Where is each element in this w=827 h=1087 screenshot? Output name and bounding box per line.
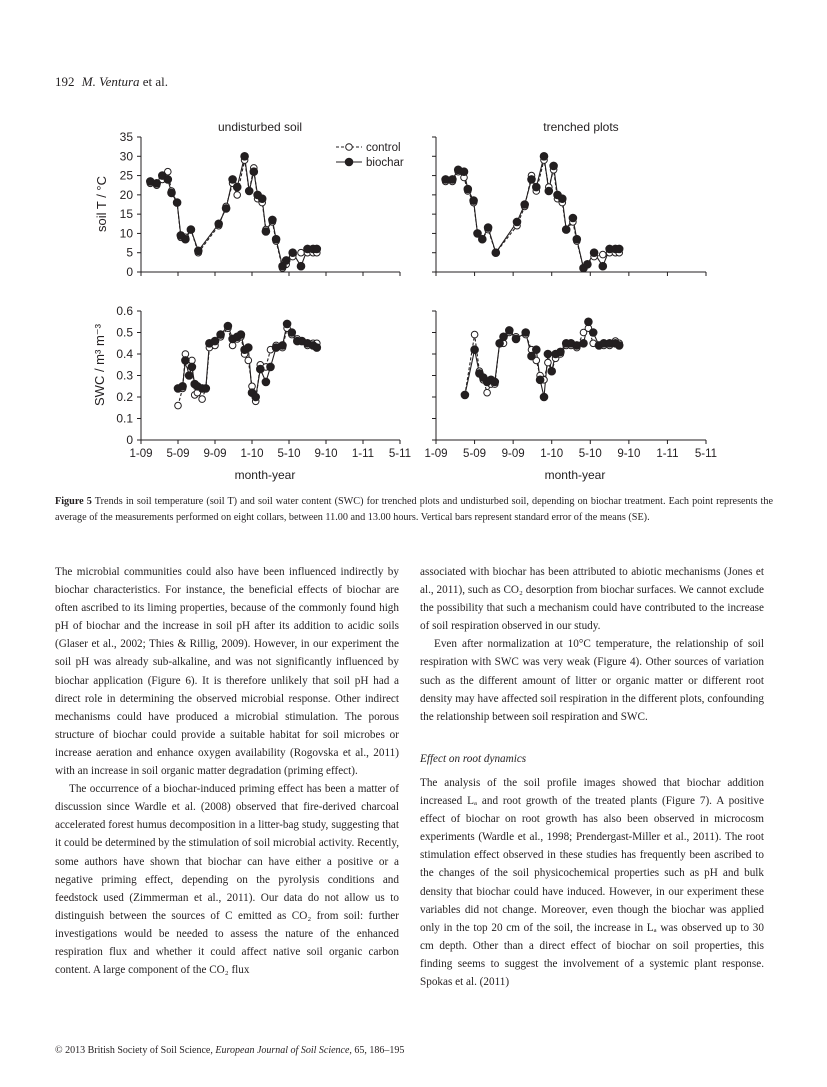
right-paragraph-3: The analysis of the soil profile images showed that biochar addition increased Lₐ and root growth of the treated plants (Figure 7). A positive effect of biochar on root growth has also been observed in microcosm experiments (Wardle et al., 1998; Prendergast-Miller et al., 2011). The root stimulation effect observed in these studies has frequently been ascribed to the changes of the soil physicochemical properties such as pH and bulk density that biochar could have induced. However, in our experiment these variables did not change. Moreover, even though the biochar was applied only in the top 20 cm of the soil, the increase in Lₐ was observed up to 30 cm depth. Other than a direct effect of biochar on soil properties, this finding seems to suggest the involvement of a systemic plant response. Spokas et al. (2011)	[420, 776, 764, 988]
panel-2-biochar-point	[470, 197, 478, 205]
panel-1-biochar-point	[313, 245, 321, 253]
panel-1-biochar-point	[258, 195, 266, 203]
panel-3-biochar-point	[202, 385, 210, 393]
panel-1-biochar-point	[245, 187, 253, 195]
panel-4-xtick-label: 1-11	[656, 448, 679, 460]
panel-3-biochar-point	[179, 383, 187, 391]
panel-1-ytick-label: 35	[119, 130, 133, 144]
panel-2-biochar-point	[599, 262, 607, 270]
footer-copyright: © 2013 British Society of Soil Science,	[55, 1045, 216, 1056]
ylabel-swc: SWC / m³ m⁻³	[92, 324, 107, 406]
panel-title-trenched: trenched plots	[543, 120, 619, 134]
panel-4-biochar-point	[461, 391, 469, 399]
panel-2-biochar-point	[590, 249, 598, 257]
panel-3-ytick-label: 0.6	[116, 304, 133, 318]
panel-1-ytick-label: 15	[119, 207, 133, 222]
panel-3-biochar-point	[262, 378, 270, 386]
figure-caption	[55, 494, 773, 525]
panel-2-biochar-point	[562, 226, 570, 234]
panel-1-biochar-point	[282, 257, 290, 265]
panel-2-biochar-point	[533, 183, 541, 191]
panel-3-xtick-label: 1-09	[129, 448, 153, 460]
page-number: 192	[55, 74, 75, 89]
panel-4-xtick-label: 9-09	[501, 448, 525, 460]
panel-3-biochar-point	[188, 363, 196, 371]
panel-3-biochar-point	[288, 329, 296, 337]
xlabel-right: month-year	[544, 468, 606, 482]
panel-4-biochar-point	[540, 393, 548, 401]
panel-1-biochar-point	[187, 226, 195, 234]
panel-4-biochar-point	[544, 350, 552, 358]
footer-volume: , 65, 186–195	[349, 1045, 405, 1056]
panel-4-biochar-point	[512, 335, 520, 343]
panel-3-ytick-label: 0.2	[116, 390, 133, 404]
panel-3-biochar-point	[211, 337, 219, 345]
legend-control-marker	[346, 144, 353, 151]
panel-2-biochar-point	[513, 218, 521, 226]
header-etal: et al.	[139, 74, 169, 89]
panel-3-biochar-point	[217, 331, 225, 339]
panel-4-biochar-point	[580, 340, 588, 348]
panel-4-control-point	[471, 331, 478, 338]
panel-1-biochar-point	[182, 235, 190, 243]
panel-1-biochar-point	[229, 176, 237, 184]
panel-4-biochar-point	[506, 327, 514, 335]
page-footer	[55, 1045, 404, 1056]
figure-5-charts	[116, 130, 717, 460]
panel-1-ytick-label: 30	[119, 149, 133, 164]
left-paragraph-1: The microbial communities could also have been influenced indirectly by biochar characteristics. For instance, the beneficial effects of biochar are often ascribed to its liming properties, because of the commonly found high pH of biochar and the increase in soil pH after its addition to acidic soils (Glaser et al., 2002; Thies & Rillig, 2009). However, in our experiment the soil pH was already sub-alkaline, and was not significantly influenced by biochar application (Figure 6). It is therefore unlikely that soil pH had a direct role in determining the observed microbial response. Other indirect mechanisms could have produced a microbial stimulation. The porous structure of biochar could provide a suitable habitat for soil microbes or increase aeration and enhance oxygen availability (Rogovska et al., 2011) with an increase in soil organic matter degradation (priming effect).	[55, 566, 399, 778]
panel-3-biochar-point	[267, 363, 275, 371]
panel-1-biochar-point	[269, 216, 277, 224]
caption-label: Figure 5	[55, 496, 92, 507]
panel-3-biochar-point	[279, 342, 287, 350]
panel-3-biochar-point	[185, 372, 193, 380]
panel-4-biochar-point	[589, 329, 597, 337]
panel-4-biochar-point	[528, 352, 536, 360]
panel-1-ytick-label: 5	[126, 245, 133, 260]
panel-2-biochar-point	[460, 168, 468, 176]
right-paragraph-1: associated with biochar has been attributed to abiotic mechanisms (Jones et al., 2011), such as CO₂ desorption from biochar surfaces. We cannot exclude the possibility that such a mechanism could have contributed to the increase of soil respiration observed in our study.	[420, 566, 764, 633]
panel-1-ytick-label: 25	[119, 168, 133, 183]
panel-3-control-point	[175, 402, 182, 409]
panel-2-biochar-point	[521, 201, 529, 209]
left-paragraph-2: The occurrence of a biochar-induced priming effect has been a matter of discussion since Wardle et al. (2008) observed that fire-derived charcoal accelerated forest humus decomposition in a litter-bag study, suggesting that it could be determined by the stimulation of soil microbial activity. Recently, some authors have shown that biochar can have either a positive or a negative priming effect, depending on the pyrolysis conditions and feedstock used (Zimmerman et al., 2011). Our data do not allow us to distinguish between the sources of C emitted as CO₂ from soil: further investigations would be needed to assess the nature of the enhanced respiration flux and whether it could affect native soil organic carbon content. A large component of the CO₂ flux	[55, 783, 399, 977]
xlabel-left: month-year	[234, 468, 296, 482]
panel-2-biochar-point	[550, 162, 558, 170]
panel-2-biochar-point	[464, 185, 472, 193]
panel-1-ytick-label: 0	[126, 265, 133, 279]
panel-4-control-point	[545, 359, 552, 366]
panel-title-undisturbed: undisturbed soil	[217, 120, 303, 134]
panel-2-biochar-point	[479, 235, 487, 243]
panel-1-biochar-point	[215, 220, 223, 228]
panel-3-xtick-label: 1-11	[351, 448, 375, 460]
panel-4-biochar-point	[548, 367, 556, 375]
panel-2-biochar-point	[573, 235, 581, 243]
panel-2-biochar-point	[559, 195, 567, 203]
legend	[336, 142, 404, 169]
panel-3-biochar-point	[224, 322, 232, 330]
panel-4-biochar-point	[491, 378, 499, 386]
panel-3-biochar-point	[313, 344, 321, 352]
panel-2-biochar-point	[540, 153, 548, 161]
panel-1-biochar-point	[272, 235, 280, 243]
panel-2-biochar-point	[484, 224, 492, 232]
panel-1-ytick-label: 10	[119, 226, 133, 241]
panel-4-control-point	[484, 389, 491, 396]
panel-1-biochar-point	[241, 153, 249, 161]
figure-5	[0, 0, 827, 490]
ylabel-soil-t: soil T / °C	[94, 175, 109, 233]
panel-1-ytick-label: 20	[119, 187, 133, 202]
panel-4-xtick-label: 5-10	[578, 448, 602, 460]
panel-3-xtick-label: 9-10	[314, 448, 338, 460]
panel-3-ytick-label: 0.5	[116, 325, 133, 340]
panel-3-biochar-point	[245, 344, 253, 352]
panel-4-biochar-point	[536, 376, 544, 384]
panel-3-biochar-point	[257, 365, 265, 373]
legend-biochar-label: biochar	[366, 157, 404, 169]
right-paragraph-2: Even after normalization at 10°C temperature, the relationship of soil respiration with SWC was very weak (Figure 4). Other sources of variation such as the different amount of litter or organic matter or different root density may have affected soil respiration in the different plots, confounding the relationship between soil respiration and SWC.	[420, 638, 764, 723]
panel-4-biochar-point	[585, 318, 593, 326]
section-heading: Effect on root dynamics	[420, 752, 527, 765]
panel-3-xtick-label: 9-09	[203, 448, 227, 460]
panel-3-biochar-point	[283, 320, 291, 328]
panel-1-biochar-point	[262, 228, 270, 236]
panel-3-biochar-point	[252, 393, 260, 401]
panel-4-xtick-label: 1-10	[540, 448, 564, 460]
panel-2-control-point	[600, 251, 607, 258]
panel-2-biochar-point	[545, 187, 553, 195]
panel-4-biochar-point	[522, 329, 530, 337]
panel-3-xtick-label: 5-10	[277, 448, 301, 460]
panel-4-biochar-point	[471, 346, 479, 354]
panel-3-biochar-point	[182, 357, 190, 365]
panel-3-biochar-point	[237, 331, 245, 339]
panel-4-xtick-label: 5-09	[463, 448, 487, 460]
panel-2-biochar-point	[569, 214, 577, 222]
panel-3-xtick-label: 5-11	[388, 448, 412, 460]
right-column	[420, 563, 764, 991]
caption-text: Trends in soil temperature (soil T) and soil water content (SWC) for trenched plots and undisturbed soil, depending on biochar treatment. Each point represents the average of the measurements performed on eight collars, between 11.00 and 13.00 hours. Vertical bars represent standard error of the means (SE).	[55, 496, 773, 523]
panel-1-control-point	[298, 249, 305, 256]
panel-2-biochar-point	[449, 176, 457, 184]
panel-1-biochar-point	[195, 247, 203, 255]
panel-1-biochar-point	[297, 262, 305, 270]
panel-1-biochar-point	[233, 183, 241, 191]
panel-3-ytick-label: 0.4	[116, 347, 133, 361]
panel-1-biochar-point	[289, 249, 297, 257]
panel-1-control-point	[234, 192, 241, 199]
panel-3-control-point	[245, 357, 252, 364]
panel-4-xtick-label: 9-10	[617, 448, 641, 460]
panel-1-biochar-point	[153, 180, 161, 188]
panel-1-biochar-point	[250, 168, 258, 176]
panel-4-xtick-label: 5-11	[694, 448, 718, 460]
panel-2-biochar-point	[528, 176, 536, 184]
panel-3-ytick-label: 0.1	[116, 411, 133, 426]
panel-4-biochar-point	[533, 346, 541, 354]
panel-4-biochar-point	[615, 342, 623, 350]
footer-journal: European Journal of Soil Science	[215, 1045, 350, 1056]
panel-1-biochar-point	[173, 199, 181, 207]
panel-1-biochar-point	[164, 176, 172, 184]
left-column	[55, 563, 399, 979]
panel-2-biochar-point	[615, 245, 623, 253]
panel-2-biochar-point	[492, 249, 500, 257]
legend-biochar-marker	[345, 158, 353, 166]
panel-3-control-point	[199, 396, 206, 403]
panel-4-xtick-label: 1-09	[424, 448, 448, 460]
panel-3-ytick-label: 0	[126, 433, 133, 447]
legend-control-label: control	[366, 142, 401, 154]
panel-3-xtick-label: 5-09	[166, 448, 190, 460]
panel-4-biochar-point	[557, 348, 565, 356]
header-authors: M. Ventura	[81, 74, 140, 89]
panel-3-ytick-label: 0.3	[116, 368, 133, 383]
panel-1-biochar-point	[222, 205, 230, 213]
panel-3-xtick-label: 1-10	[240, 448, 264, 460]
panel-1-biochar-point	[168, 189, 176, 197]
panel-4-biochar-point	[500, 333, 508, 341]
panel-2-biochar-point	[584, 261, 592, 269]
